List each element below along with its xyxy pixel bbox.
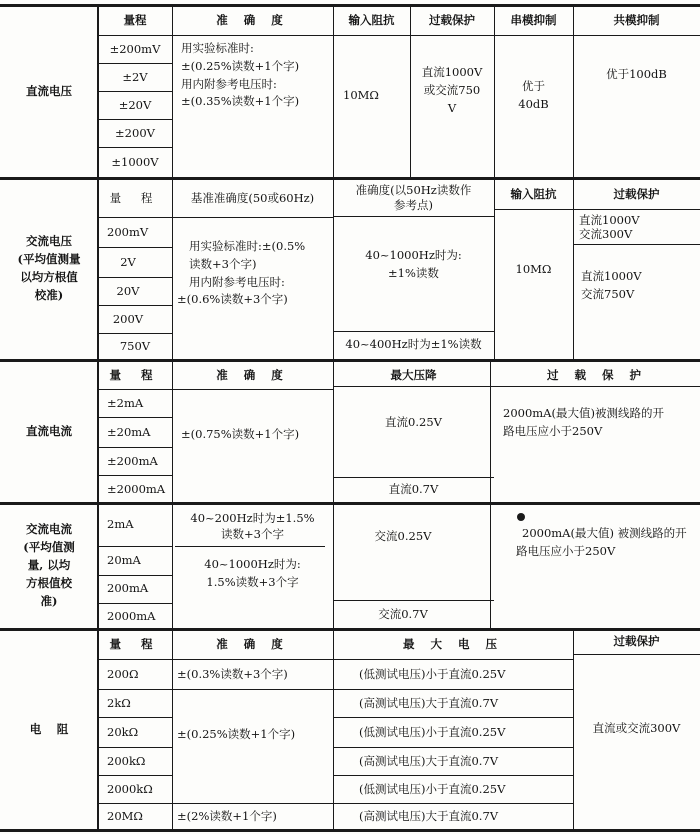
- rule: [98, 447, 172, 448]
- rule: [573, 4, 574, 180]
- acv-category-line: 校准): [34, 287, 64, 302]
- ohm-category-char: 阻: [56, 722, 69, 737]
- rule: [494, 4, 495, 180]
- acv-category-line: (平均值测量: [17, 252, 81, 267]
- rule: [333, 600, 494, 601]
- rule: [333, 717, 573, 718]
- rule: [333, 477, 494, 478]
- dca-drop-1: 直流0.25V: [385, 415, 442, 430]
- rule: [333, 803, 573, 804]
- aca-category-line: 量, 以均: [27, 558, 71, 573]
- dca-accuracy: ±(0.75%读数+1个字): [181, 427, 300, 442]
- rule: [98, 217, 333, 218]
- rule: [98, 603, 172, 604]
- aca-accuracy-2: [172, 554, 333, 594]
- ohm-range-header: 量 程: [109, 637, 161, 652]
- rule: [98, 333, 172, 334]
- acv-base-accuracy-line: ±(0.6%读数+3个字): [177, 292, 288, 307]
- aca-accuracy-line: 40~1000Hz时为:: [204, 557, 301, 572]
- dca-drop-header: 最大压降: [390, 368, 437, 383]
- acv-category-line: 以均方根值: [20, 270, 78, 284]
- acv-category: [0, 180, 98, 358]
- acv-base-accuracy-line: 用实验标准时:±(0.5%: [189, 239, 306, 253]
- ohm-voltage-cell: (低测试电压)小于直流0.25V: [359, 667, 506, 682]
- acv-overload-2: [578, 262, 700, 310]
- rule: [333, 4, 334, 830]
- rule: [573, 244, 700, 245]
- aca-range-cell: 2mA: [107, 517, 134, 532]
- ohm-category: [0, 630, 98, 830]
- rule: [494, 178, 495, 360]
- aca-category-line: 准): [40, 593, 58, 608]
- dcv-range-cell: ±1000V: [111, 155, 159, 170]
- rule: [98, 119, 172, 120]
- rule: [98, 147, 172, 148]
- dcv-common: 优于100dB: [606, 67, 667, 82]
- ohm-range-cell: 200kΩ: [107, 754, 146, 769]
- ohm-accuracy-cell: ±(0.3%读数+3个字): [177, 667, 288, 682]
- ohm-voltage-cell: (高测试电压)大于直流0.7V: [359, 754, 499, 769]
- ohm-range-cell: 20MΩ: [107, 809, 143, 824]
- acv-overload-line: 直流1000V: [579, 213, 640, 228]
- acv-impedance: 10MΩ: [515, 262, 552, 277]
- aca-accuracy-1: [172, 510, 333, 544]
- dcv-serial: [494, 36, 573, 156]
- ohm-overload-header: 过载保护: [613, 634, 660, 649]
- rule-bottom: [0, 829, 700, 832]
- acv-overload-1: [576, 212, 700, 244]
- acv-range-cell: 750V: [119, 339, 151, 354]
- aca-category-line: (平均值测: [23, 540, 75, 555]
- dcv-overload: [410, 36, 494, 146]
- aca-range-cell: 20mA: [107, 553, 141, 568]
- rule: [333, 386, 700, 387]
- acv-range-cell: 200V: [112, 312, 144, 327]
- aca-drop-1: 交流0.25V: [374, 529, 432, 544]
- rule: [98, 305, 172, 306]
- ohm-voltage-cell: (低测试电压)小于直流0.25V: [359, 725, 506, 740]
- acv-range-cell: 2V: [120, 255, 136, 270]
- dca-overload-header: 过 载 保 护: [546, 368, 647, 383]
- dcv-category: 直流电压: [26, 84, 72, 99]
- ohm-category-char: 电: [29, 722, 42, 737]
- dcv-impedance-header: 输入阻抗: [348, 13, 395, 28]
- rule: [573, 654, 700, 655]
- rule: [98, 575, 172, 576]
- rule: [333, 775, 573, 776]
- ohm-accuracy-cell: ±(2%读数+1个字): [177, 809, 277, 824]
- acv-range-cell: 20V: [116, 284, 140, 299]
- ohm-accuracy-cell: ±(0.25%读数+1个字): [177, 727, 296, 742]
- rule: [98, 775, 172, 776]
- dcv-accuracy-line: ±(0.25%读数+1个字): [181, 58, 300, 73]
- dca-category: 直流电流: [26, 424, 72, 439]
- rule: [98, 91, 172, 92]
- rule: [98, 546, 172, 547]
- acv-freq-accuracy-header-line: 准确度(以50Hz读数作: [355, 183, 472, 198]
- dcv-accuracy-header: 准 确 度: [216, 13, 289, 28]
- acv-freq-accuracy-line: ±1%读数: [388, 266, 439, 280]
- dcv-accuracy-line: 用实验标准时:: [181, 41, 254, 55]
- aca-category: [0, 504, 98, 628]
- rule: [333, 331, 494, 332]
- dca-range-cell: ±2000mA: [107, 482, 166, 497]
- rule: [98, 475, 172, 476]
- rule: [98, 35, 700, 36]
- acv-category-line: 交流电压: [26, 234, 72, 249]
- rule: [98, 659, 573, 660]
- dcv-overload-line: 直流1000V: [421, 65, 483, 80]
- dca-range-cell: ±2mA: [107, 396, 144, 411]
- rule-section: [0, 502, 700, 505]
- aca-overload-line: 2000mA(最大值) 被测线路的开: [522, 526, 687, 541]
- aca-range-cell: 2000mA: [107, 609, 156, 624]
- dcv-impedance: 10MΩ: [343, 88, 379, 103]
- acv-freq-accuracy-2: 40~400Hz时为±1%读数: [345, 337, 482, 352]
- acv-overload-line: 交流300V: [579, 227, 633, 241]
- dca-overload: [500, 400, 700, 446]
- rule: [410, 4, 411, 178]
- rule: [573, 628, 574, 830]
- aca-accuracy-line: 读数+3个字: [221, 527, 284, 541]
- aca-overload-line: 路电压应小于250V: [516, 544, 616, 558]
- ohm-overload: 直流或交流300V: [592, 721, 681, 736]
- aca-overload: [516, 520, 700, 566]
- rule: [98, 63, 172, 64]
- acv-freq-accuracy-header: [333, 180, 494, 216]
- rule-section: [0, 628, 700, 631]
- ohm-voltage-cell: (高测试电压)大于直流0.7V: [359, 696, 499, 711]
- rule: [98, 417, 172, 418]
- dcv-range-header: 量程: [123, 13, 147, 28]
- ohm-range-cell: 2kΩ: [107, 696, 131, 711]
- acv-range-header: 量 程: [109, 191, 161, 206]
- rule: [490, 360, 491, 630]
- ohm-range-cell: 20kΩ: [107, 725, 139, 740]
- rule: [98, 389, 333, 390]
- dcv-accuracy-line: ±(0.35%读数+1个字): [181, 94, 300, 109]
- rule: [98, 803, 333, 804]
- acv-overload-line: 交流750V: [581, 287, 635, 301]
- aca-accuracy-line: 1.5%读数+3个字: [206, 575, 299, 589]
- rule: [333, 747, 573, 748]
- dcv-accuracy-line: 用内附参考电压时:: [181, 76, 277, 91]
- rule-top: [0, 4, 700, 7]
- rule: [98, 277, 172, 278]
- dcv-range-cell: ±20V: [118, 98, 152, 113]
- dca-range-header: 量 程: [109, 368, 161, 383]
- acv-range-cell: 200mV: [107, 225, 149, 240]
- aca-drop-2: 交流0.7V: [378, 607, 428, 622]
- ohm-accuracy-header: 准 确 度: [216, 637, 289, 652]
- acv-freq-accuracy-1: [333, 240, 494, 290]
- ohm-voltage-cell: (低测试电压)小于直流0.25V: [359, 782, 506, 797]
- dcv-common-header: 共模抑制: [613, 13, 660, 28]
- rule: [97, 4, 99, 830]
- acv-freq-accuracy-line: 40~1000Hz时为:: [365, 248, 462, 263]
- acv-overload-line: 直流1000V: [581, 269, 642, 284]
- acv-base-accuracy-line: 用内附参考电压时:: [189, 274, 285, 289]
- acv-freq-accuracy-header-line: 参考点): [394, 198, 433, 212]
- rule: [172, 4, 173, 830]
- acv-base-accuracy-header: 基准准确度(50或60Hz): [190, 191, 315, 206]
- dca-accuracy-header: 准 确 度: [216, 368, 289, 383]
- acv-base-accuracy-line: 读数+3个字): [189, 256, 257, 271]
- acv-base-accuracy-text: [174, 238, 333, 328]
- dca-drop-2: 直流0.7V: [388, 482, 439, 497]
- rule: [175, 546, 325, 547]
- rule-section: [0, 359, 700, 362]
- acv-impedance-header: 输入阻抗: [510, 187, 557, 202]
- aca-category-line: 方根值校: [26, 575, 72, 590]
- dca-overload-line: 2000mA(最大值)被测线路的开: [503, 406, 664, 421]
- rule: [98, 717, 172, 718]
- aca-accuracy-line: 40~200Hz时为±1.5%: [190, 511, 315, 526]
- rule-section: [0, 177, 700, 180]
- rule: [98, 689, 573, 690]
- rule: [98, 247, 172, 248]
- rule: [494, 209, 700, 210]
- ohm-voltage-cell: (高测试电压)大于直流0.7V: [359, 809, 499, 824]
- dcv-serial-line: 优于: [522, 79, 545, 94]
- dcv-range-cell: ±2V: [122, 70, 148, 85]
- rule: [333, 216, 494, 217]
- ohm-range-cell: 2000kΩ: [107, 782, 153, 797]
- dcv-range-cell: ±200mV: [109, 42, 161, 57]
- aca-category-line: 交流电流: [26, 522, 72, 537]
- dcv-serial-line: 40dB: [518, 97, 549, 111]
- dca-range-cell: ±20mA: [107, 425, 151, 440]
- aca-range-cell: 200mA: [107, 581, 149, 596]
- ohm-range-cell: 200Ω: [107, 667, 139, 682]
- dcv-serial-header: 串模抑制: [510, 13, 557, 28]
- dcv-overload-header: 过载保护: [429, 13, 475, 28]
- dcv-accuracy-text: [178, 36, 333, 126]
- dcv-range-cell: ±200V: [115, 126, 155, 141]
- acv-overload-header: 过载保护: [613, 187, 660, 202]
- ohm-voltage-header: 最 大 电 压: [402, 637, 503, 652]
- dcv-overload-line: 或交流750: [423, 83, 481, 98]
- rule: [98, 747, 172, 748]
- dca-range-cell: ±200mA: [107, 454, 158, 469]
- rule: [573, 178, 574, 360]
- dcv-overload-line: V: [447, 100, 457, 115]
- dca-overload-line: 路电压应小于250V: [503, 424, 603, 438]
